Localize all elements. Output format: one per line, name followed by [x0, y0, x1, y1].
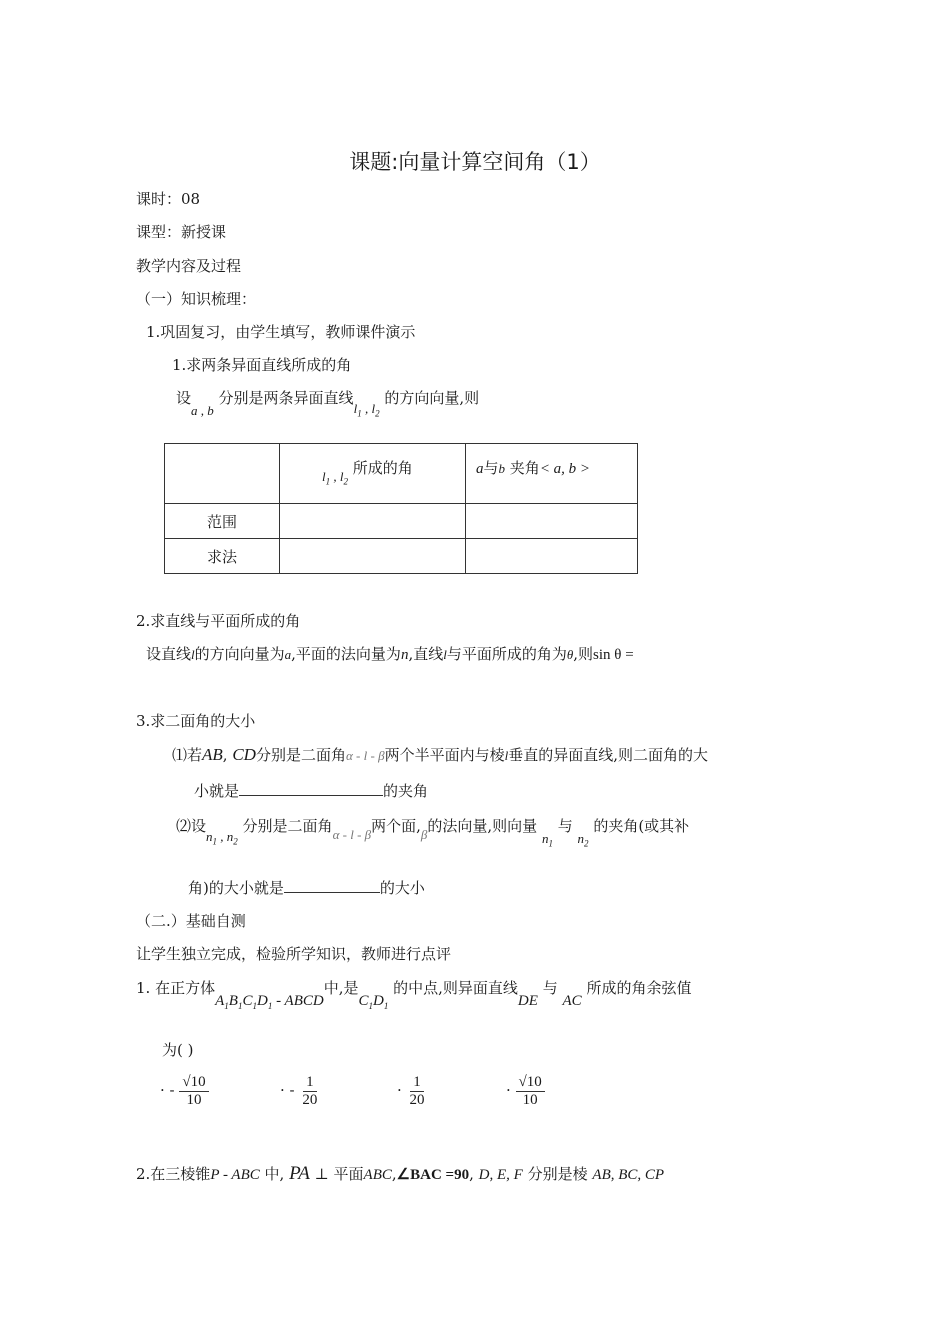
- lines-l1-l2-symbol: $l_1$ , $l_2$: [353, 401, 380, 419]
- vector-a-symbol: a: [284, 647, 292, 662]
- q2-text: 的方向向量为: [194, 645, 285, 663]
- table-row-label: 范围: [165, 504, 280, 539]
- q2-text: ,平面的法向量为: [291, 645, 401, 663]
- fraction-denominator: 10: [522, 1091, 538, 1108]
- fraction-denominator: 20: [302, 1091, 318, 1108]
- problem-text: 中,是: [323, 979, 359, 997]
- choice-fraction: [299, 1074, 320, 1108]
- line-l-symbol: l: [504, 748, 509, 763]
- table-row-label: 求法: [165, 539, 280, 574]
- choice-c[interactable]: · $\frac{1}{20}$: [397, 1074, 428, 1108]
- q3-text: 分别是二面角: [255, 746, 346, 764]
- q3-text: ⑵设: [176, 817, 207, 835]
- normal-n1-symbol: $n_1$: [541, 831, 553, 849]
- problem-text: 分别是棱: [527, 1165, 588, 1183]
- table-header-and: 与: [483, 459, 499, 477]
- q3-text: ⑴若: [172, 746, 203, 764]
- q1-let: 设: [176, 389, 192, 407]
- plane-abc-symbol: ABC: [363, 1167, 392, 1183]
- problem-text: 在正方体: [155, 979, 216, 997]
- q3-part2-cont: [188, 878, 425, 897]
- table-cell: [280, 504, 466, 539]
- line-l-symbol: l: [443, 647, 447, 662]
- problem-number: 1.: [136, 979, 151, 997]
- dihedral-symbol: α - l - β: [345, 748, 385, 763]
- q2-text: 与平面所成的角为: [446, 645, 567, 663]
- problem-1: [136, 979, 692, 1011]
- fraction-numerator: 1: [303, 1074, 317, 1092]
- q3-text: 的法向量,则向量: [427, 817, 538, 835]
- lines-l1-l2-symbol: $l_1$ , $l_2$: [322, 468, 348, 487]
- lesson-period: 课时：08: [136, 190, 201, 208]
- q3-part1: ⑴若AB, CD分别是二面角α - l - β两个半平面内与棱l垂直的异面直线,则二面角的大: [172, 745, 708, 764]
- normal-n-symbol: n: [400, 647, 409, 663]
- problem-text: ,: [391, 1165, 397, 1183]
- section-heading-1: （一）知识梳理：: [136, 290, 257, 308]
- q3-text: 与: [557, 817, 573, 835]
- vector-a-b-symbol: a , b: [191, 403, 214, 418]
- fraction-numerator: 1: [410, 1074, 424, 1092]
- q3-title: 3.求二面角的大小: [136, 712, 256, 730]
- q3-text: 垂直的异面直线,则二面角的大: [508, 746, 708, 764]
- q2-text: ,直线: [408, 645, 444, 663]
- table-header-lines: [280, 444, 466, 504]
- problem-text: 的中点,则异面直线: [393, 979, 518, 997]
- problem-text: 2.在三棱锥: [136, 1165, 211, 1183]
- q3-text: 小就是: [194, 782, 240, 800]
- q2-text: ,则: [573, 645, 594, 663]
- fraction-denominator: 10: [186, 1091, 202, 1108]
- table-header-angle: 夹角: [509, 459, 540, 477]
- q3-text: 的夹角: [383, 782, 429, 800]
- vector-b-symbol: b: [498, 461, 506, 476]
- lesson-type: 课型：新授课: [136, 223, 227, 241]
- dihedral-symbol: α - l - β: [332, 827, 372, 842]
- normal-n2-symbol: $n_2$: [577, 831, 589, 849]
- fraction-denominator: 20: [409, 1091, 425, 1108]
- table-header-vectors: [466, 444, 638, 504]
- table-cell: [280, 539, 466, 574]
- angle-bac-formula: ∠BAC =90: [396, 1167, 470, 1183]
- choice-fraction: [179, 1074, 208, 1108]
- fraction-numerator: √10: [516, 1074, 545, 1092]
- fraction-numerator: √10: [179, 1074, 208, 1092]
- line-l-symbol: l: [191, 647, 195, 662]
- choice-fraction: [516, 1074, 545, 1108]
- table-header-suffix: 所成的角: [352, 458, 413, 477]
- page-title: 课题:向量计算空间角（1）: [349, 150, 601, 174]
- q3-text: 两个半平面内与棱: [384, 746, 505, 764]
- choice-a[interactable]: · - $\frac{√10}{10}$: [160, 1074, 209, 1108]
- choice-d[interactable]: · $\frac{√10}{10}$: [506, 1074, 545, 1108]
- choice-sign: -: [289, 1081, 295, 1099]
- segments-ab-cd-symbol: CD: [232, 745, 256, 764]
- problem-text: 平面: [333, 1165, 364, 1183]
- segment-c1d1-symbol: $C_1D_1$: [358, 993, 389, 1011]
- q3-text: 角)的大小就是: [188, 879, 284, 897]
- q1-title: 1.求两条异面直线所成的角: [172, 356, 352, 374]
- answer-blank[interactable]: [239, 781, 383, 796]
- normal-vectors-symbol: $n_1$ , $n_2$: [206, 829, 238, 847]
- table-corner-cell: [165, 444, 280, 504]
- q2-title: 2.求直线与平面所成的角: [136, 612, 301, 630]
- problem-1-cont: 为( ): [162, 1041, 194, 1059]
- table-cell: [466, 539, 638, 574]
- angle-bracket: < a, b >: [539, 461, 591, 477]
- segment-ac-symbol: AC: [562, 993, 582, 1009]
- problem-text: 所成的角余弦值: [586, 979, 692, 997]
- q1-statement: [176, 389, 480, 419]
- choice-b[interactable]: · - $\frac{1}{20}$: [280, 1074, 320, 1108]
- answer-blank[interactable]: [284, 878, 380, 893]
- problem-text: 中,: [264, 1165, 285, 1183]
- pyramid-symbol: P - ABC: [210, 1167, 260, 1183]
- self-test-intro: 让学生独立完成，检验所学知识，教师进行点评: [136, 945, 452, 963]
- segment-de-symbol: DE: [517, 993, 538, 1009]
- segment-pa-symbol: PA: [289, 1163, 310, 1184]
- choice-sign: -: [169, 1081, 175, 1099]
- q2-statement: [146, 645, 634, 664]
- points-def-symbol: D, E, F: [478, 1167, 523, 1183]
- section-heading-2: （二.）基础自测: [136, 912, 246, 930]
- problem-2: 2.在三棱锥P - ABC 中, PA ⊥ 平面ABC,∠BAC =90, D, E, F 分别是棱 AB, BC, CP: [136, 1163, 665, 1184]
- q3-text: 两个面,: [371, 817, 421, 835]
- content-heading: 教学内容及过程: [136, 257, 242, 275]
- problem-text: 与: [542, 979, 558, 997]
- q1-end: 的方向向量,则: [384, 389, 480, 407]
- theta-symbol: θ: [566, 647, 574, 662]
- q3-text: 的夹角(或其补: [593, 817, 690, 835]
- sin-theta-formula: sin θ =: [593, 647, 634, 663]
- q2-text: 设直线: [146, 645, 192, 663]
- q3-part2: [176, 817, 690, 849]
- table-cell: [466, 504, 638, 539]
- q3-text: 的大小: [379, 879, 425, 897]
- q3-part1-cont: [194, 781, 428, 800]
- cube-symbol: $A_1B_1C_1D_1$ - ABCD: [215, 993, 324, 1011]
- beta-symbol: β: [420, 827, 428, 842]
- vector-a-symbol: a: [476, 461, 484, 477]
- problem-text: ,: [469, 1165, 474, 1183]
- review-line: 1.巩固复习，由学生填写，教师课件演示: [146, 323, 416, 341]
- q3-text: 分别是二面角: [242, 817, 333, 835]
- segments-ab-cd-symbol: AB: [202, 745, 223, 764]
- q1-mid: 分别是两条异面直线: [218, 389, 354, 407]
- choice-fraction: [407, 1074, 428, 1108]
- edges-symbol: AB, BC, CP: [592, 1167, 665, 1183]
- angle-table: [164, 443, 638, 574]
